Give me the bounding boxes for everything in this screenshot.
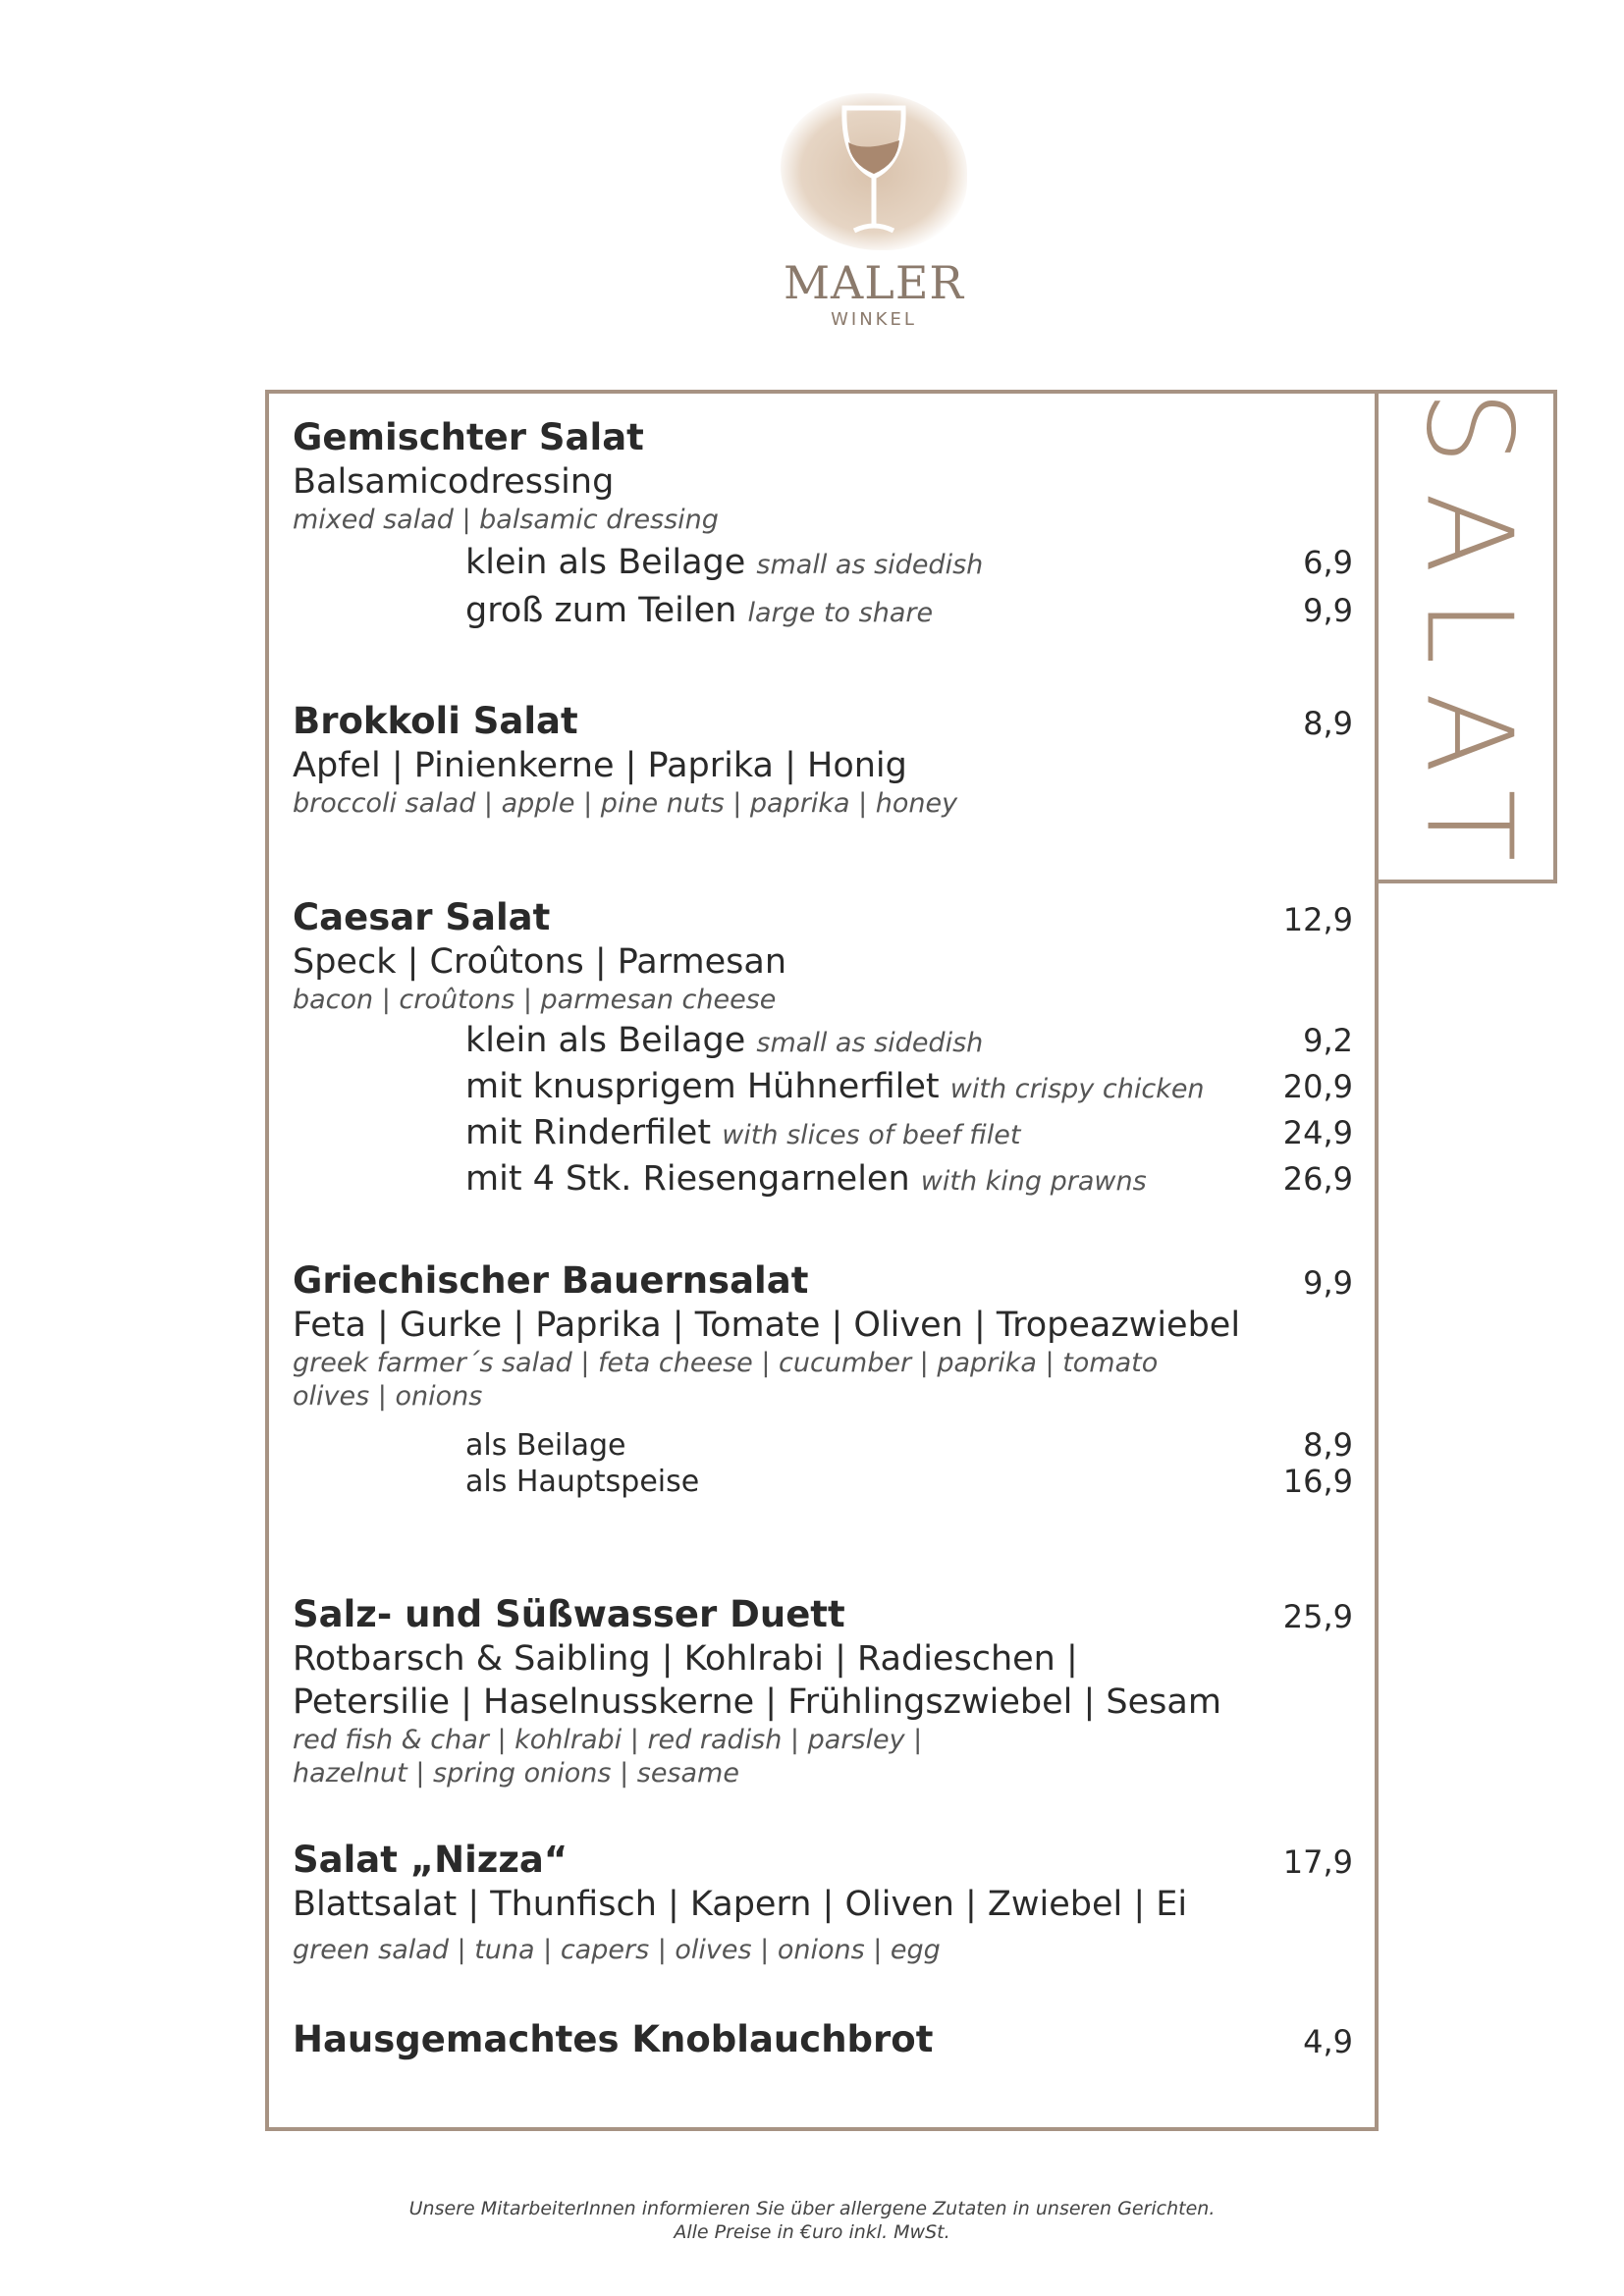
item-price: 25,9 [1282,1598,1353,1635]
item-price: 9,9 [1303,592,1353,629]
item-price: 6,9 [1303,544,1353,581]
item-translation: red fish & char | kohlrabi | red radish | parsley | [293,1725,923,1755]
menu-item [293,1838,1353,1967]
menu-item [293,1592,1353,1790]
menu-item [293,895,1353,1203]
logo-name: MALER [783,256,965,309]
item-description: Petersilie | Haselnusskerne | Frühlingszwiebel | Sesam [293,1682,1221,1722]
item-option: als Hauptspeise 16,9 [465,1463,1353,1500]
item-price: 17,9 [1282,1843,1353,1881]
item-title: Caesar Salat [293,896,551,938]
item-option: mit 4 Stk. Riesengarnelen with king prawns 26,9 [465,1159,1353,1199]
item-translation: hazelnut | spring onions | sesame [293,1758,739,1789]
menu-item [293,2017,1353,2062]
item-price: 24,9 [1282,1114,1353,1151]
item-translation: greek farmer´s salad | feta cheese | cucumber | paprika | tomato [293,1348,1159,1378]
item-translation: mixed salad | balsamic dressing [293,505,719,535]
item-option: groß zum Teilen large to share 9,9 [465,591,1353,630]
item-description: Blattsalat | Thunfisch | Kapern | Oliven | Zwiebel | Ei [293,1885,1188,1924]
item-price: 8,9 [1303,705,1353,742]
item-price: 20,9 [1282,1068,1353,1105]
item-option: als Beilage 8,9 [465,1426,1353,1464]
item-description: Speck | Croûtons | Parmesan [293,942,787,982]
item-price: 26,9 [1282,1160,1353,1198]
item-price: 16,9 [1282,1463,1353,1500]
item-price: 8,9 [1303,1426,1353,1464]
item-translation: bacon | croûtons | parmesan cheese [293,985,777,1015]
item-price: 9,2 [1303,1022,1353,1059]
item-price: 9,9 [1303,1264,1353,1302]
item-option: klein als Beilage small as sidedish 6,9 [465,543,1353,582]
item-option: mit Rinderfilet with slices of beef filet 24,9 [465,1113,1353,1152]
item-description: Balsamicodressing [293,462,615,502]
section-title: SALAT [1399,389,1537,887]
logo-subtitle: WINKEL [831,309,917,330]
item-description: Feta | Gurke | Paprika | Tomate | Oliven | Tropeazwiebel [293,1306,1241,1345]
item-price: 12,9 [1282,901,1353,938]
item-title: Salat „Nizza“ [293,1839,568,1881]
item-title: Brokkoli Salat [293,700,578,742]
item-translation: olives | onions [293,1381,483,1412]
item-translation: broccoli salad | apple | pine nuts | paprika | honey [293,788,958,819]
item-title: Griechischer Bauernsalat [293,1259,809,1302]
item-title: Gemischter Salat [293,416,644,458]
item-translation: green salad | tuna | capers | olives | onions | egg [293,1935,941,1965]
item-description: Rotbarsch & Saibling | Kohlrabi | Radieschen | [293,1639,1078,1679]
wine-glass-icon [781,93,967,250]
item-option: mit knusprigem Hühnerfilet with crispy chicken 20,9 [465,1067,1353,1106]
item-price: 4,9 [1303,2023,1353,2060]
restaurant-logo [756,93,992,330]
menu-item [293,699,1353,821]
menu-item [293,415,1353,635]
footer-note: Unsere MitarbeiterInnen informieren Sie über allergene Zutaten in unseren Gerichten. Alle Preise in €uro inkl. MwSt. [408,2198,1216,2243]
item-description: Apfel | Pinienkerne | Paprika | Honig [293,746,907,785]
menu-item [293,1258,1353,1500]
item-title: Hausgemachtes Knoblauchbrot [293,2018,934,2060]
item-option: klein als Beilage small as sidedish 9,2 [465,1021,1353,1060]
item-title: Salz- und Süßwasser Duett [293,1593,845,1635]
